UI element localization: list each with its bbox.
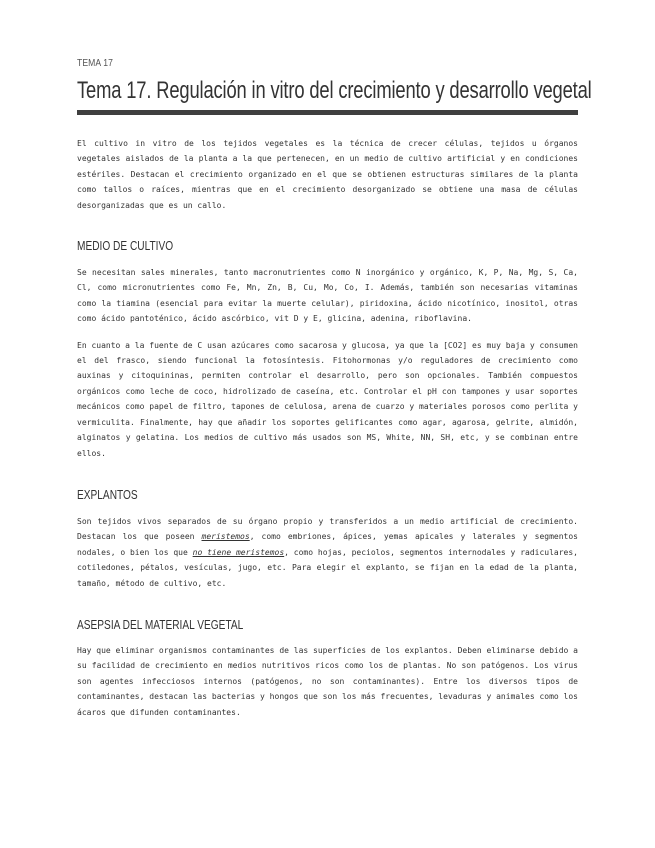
term-no-tiene-meristemos: no tiene meristemos [192, 547, 285, 557]
topic-label: TEMA 17 [77, 58, 113, 69]
explantos-paragraph [77, 514, 578, 591]
page-title: Tema 17. Regulación in vitro del crecimiento y desarrollo vegetal [77, 77, 592, 104]
term-meristemos: meristemos [201, 532, 250, 542]
medio-paragraph-2: En cuanto a la fuente de C usan azúcares como sacarosa y glucosa, ya que la [CO2] es muy baja y consumen el del frasco, siendo funcional la fotosíntesis. Fitohormonas y/o reguladores de crecimiento como auxinas y citoquininas, permiten controlar el desarrollo, pero son opcionales. También compuestos orgánicos como leche de coco, hidrolizado de caseína, etc. Controlar el pH con tampones y usar soportes mecánicos como papel de filtro, tapones de celulosa, arena de cuarzo y materiales porosos como perlita y vermiculita. Finalmente, hay que añadir los soportes gelificantes como agar, agarosa, gelrite, almidón, alginatos y gelatina. Los medios de cultivo más usados son MS, White, NN, SH, etc, y se combinan entre ellos. [77, 340, 578, 458]
section-heading-asepsia: ASEPSIA DEL MATERIAL VEGETAL [77, 616, 244, 632]
explantos-text-part-1: Son tejidos vivos separados de su órgano propio y transferidos a un medio artificial de crecimiento. Destacan los que poseen [77, 516, 578, 542]
explantos-text-part-2: , como embriones, ápices, yemas apicales y laterales y segmentos nodales, o bien los que [77, 532, 579, 557]
intro-paragraph: El cultivo in vitro de los tejidos vegetales es la técnica de crecer células, tejidos u órganos vegetales aislados de la planta a la que pertenecen, en un medio de cultivo artificial y en condiciones estériles. Destacan el crecimiento organizado en el que se obtienen estructuras similares de la planta como tallos o raíces, mientras que en el crecimiento desorganizado se obtiene una masa de células desorganizadas que es un callo. [77, 139, 578, 210]
title-divider [77, 110, 578, 115]
medio-paragraph-1: Se necesitan sales minerales, tanto macronutrientes como N inorgánico y orgánico, K, P, Na, Mg, S, Ca, Cl, como micronutrientes como Fe, Mn, Zn, B, Cu, Mo, Co, I. Además, también son necesarias vitaminas como la tiamina (esencial para evitar la muerte celular), piridoxina, ácido nicotínico, inositol, otras como ácido pantoténico, ácido ascórbico, vit D y E, glicina, adenina, riboflavina. [77, 268, 578, 324]
asepsia-paragraph: Hay que eliminar organismos contaminantes de las superficies de los explantos. Deben eliminarse debido a su facilidad de crecimiento en medios nutritivos ricos como los de plantas. No son patógenos. Los virus son agentes infecciosos internos (patógenos, no son contaminantes). Entre los diversos tipos de contaminantes, destacan las bacterias y hongos que son los más frecuentes, levaduras y animales como los ácaros que difunden contaminantes. [77, 645, 578, 717]
explantos-text-part-3: , como hojas, peciolos, segmentos internodales y radiculares, cotiledones, pétalos, vesículas, jugo, etc. Para elegir el explanto, se fijan en la edad de la planta, tamaño, método de cultivo, etc. [77, 547, 578, 588]
document-page [77, 58, 592, 720]
section-heading-medio-de-cultivo: MEDIO DE CULTIVO [77, 238, 174, 254]
section-heading-explantos: EXPLANTOS [77, 486, 138, 502]
